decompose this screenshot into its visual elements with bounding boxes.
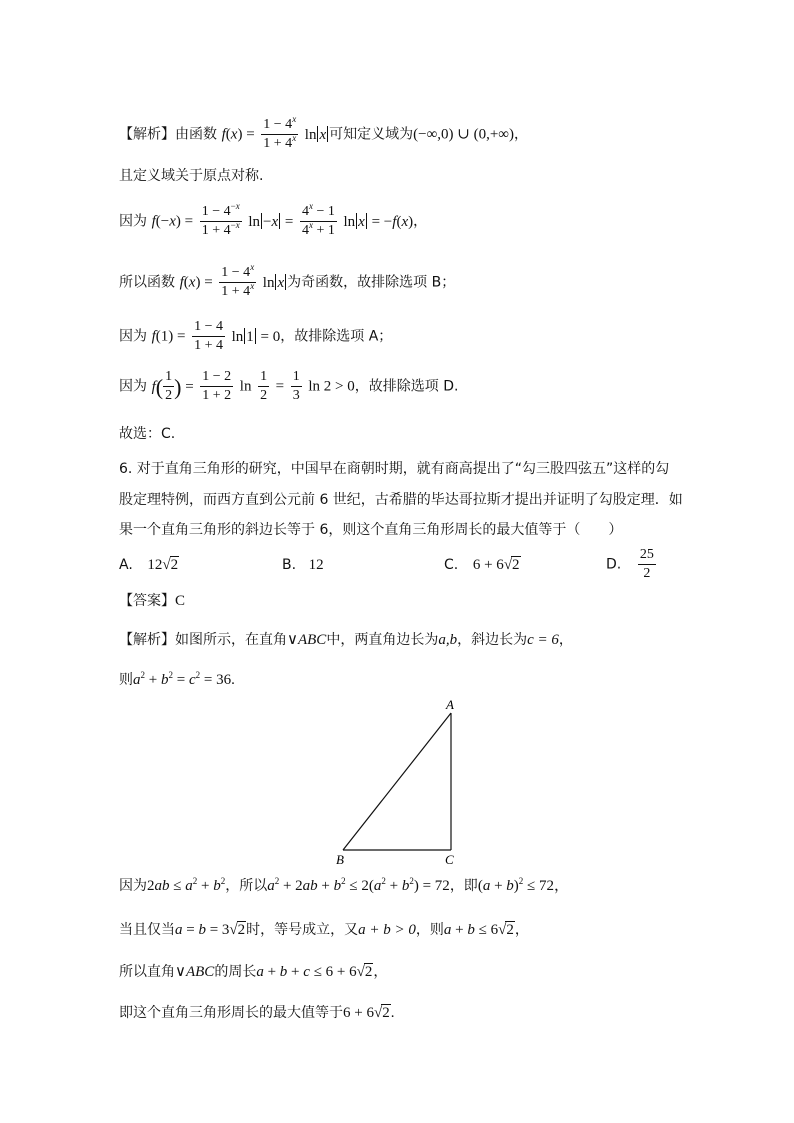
- analysis-line-4: 所以函数 f(x) = $\frac{1 - 4^x}{1 + 4^x}$ ln x 为奇函数，故排除选项 B；: [119, 262, 456, 299]
- option-c: C. 6 + 6√2: [444, 557, 520, 573]
- vertex-c-label: C: [445, 852, 454, 867]
- vertex-a-label: A: [446, 697, 454, 712]
- formula-f: f(x) =: [221, 126, 255, 143]
- option-a: A. 12√2: [119, 557, 179, 573]
- option-b: B. 12: [282, 557, 324, 573]
- analysis6-line-3: 因为$2ab \le a^2 + b^2$，所以$a^2 + 2ab + b^2 \le 2(a^2 + b^2) = 72$，即$(a + b)^2 \le 72$，: [119, 876, 570, 894]
- analysis6-line-5: 所以直角∨ABC的周长a + b + c ≤ 6 + 6√2，: [119, 964, 388, 980]
- option-d: D. $\frac{25}{2}$: [606, 547, 654, 581]
- analysis6-line-1: 【解析】如图所示，在直角∨ABC中，两直角边长为a,b，斜边长为c = 6，: [119, 632, 573, 648]
- analysis-line-1: 【解析】由函数 f(x) = $\frac{1 - 4^x}{1 + 4^x}$ ln x 可知定义域为(−∞,0) ∪ (0,+∞)，: [119, 114, 528, 151]
- triangle-figure: [330, 695, 470, 870]
- answer-6: 【答案】C: [119, 593, 186, 609]
- analysis6-line-6: 即这个直角三角形周长的最大值等于6 + 6√2.: [119, 1005, 395, 1021]
- vertex-b-label: B: [336, 852, 344, 867]
- analysis-line-6: 因为 f( $\frac{1}{2}$ ) = $\frac{1 - 2}{1 + 2}$ ln $\frac{1}{2}$ = $\frac{1}{3}$ ln 2 > 0，故排除选项 D.: [119, 369, 459, 403]
- side-ab: [343, 713, 451, 850]
- analysis-line-5: 因为 f(1) = $\frac{1 - 4}{1 + 4}$ ln 1 = 0，故排除选项 A；: [119, 319, 393, 353]
- analysis6-line-2: 则$a^2 + b^2 = c^2 = 36$.: [119, 670, 235, 688]
- question-6-line-3: 果一个直角三角形的斜边长等于 6，则这个直角三角形周长的最大值等于（ ）: [119, 522, 623, 538]
- question-6-line-2: 股定理特例，而西方直到公元前 6 世纪，古希腊的毕达哥拉斯才提出并证明了勾股定理．如: [119, 492, 683, 508]
- analysis-line-3: 因为 f(−x) = $\frac{1 - 4^{-x}}{1 + 4^{-x}}$ ln −x = $\frac{4^x - 1}{4^x + 1}$ ln x = −f(x)，: [119, 201, 428, 238]
- analysis-conclusion: 故选：C.: [119, 426, 176, 442]
- question-6-line-1: 6. 对于直角三角形的研究，中国早在商朝时期，就有商高提出了“勾三股四弦五”这样的勾: [119, 461, 670, 477]
- fraction: $\frac{1 - 4^x}{1 + 4^x}$: [263, 114, 297, 151]
- domain: (−∞,0) ∪ (0,+∞): [413, 126, 514, 143]
- analysis-line-2: 且定义域关于原点对称.: [119, 168, 264, 184]
- analysis6-line-4: 当且仅当a = b = 3√2时，等号成立，又a + b > 0，则a + b ≤ 6√2，: [119, 922, 529, 938]
- analysis-tag: 【解析】: [119, 126, 175, 143]
